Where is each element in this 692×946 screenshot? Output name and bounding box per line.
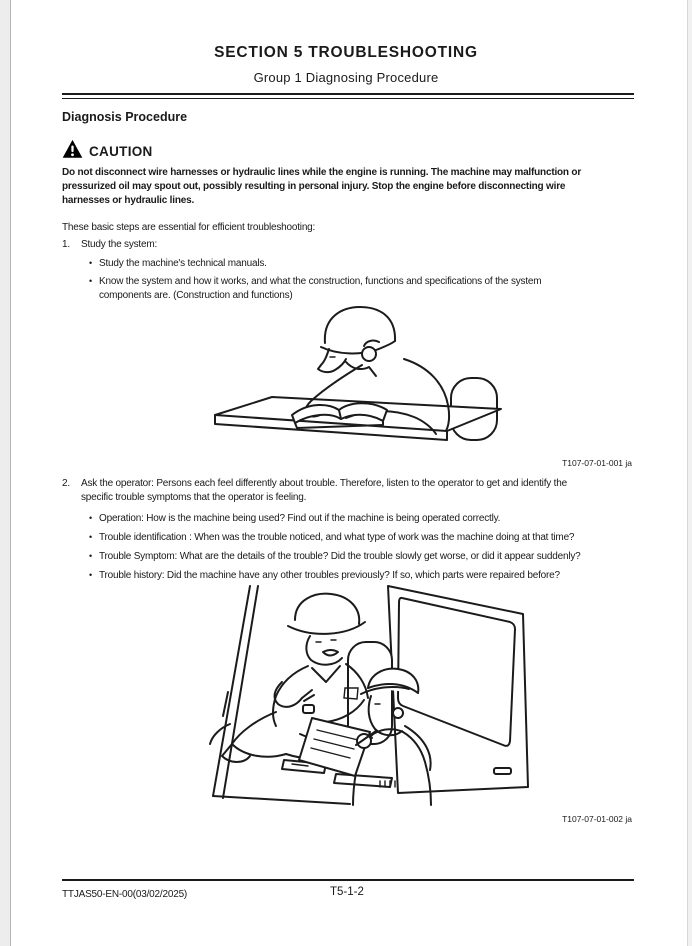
bullet-icon: • xyxy=(89,258,92,268)
bullet-icon: • xyxy=(89,551,92,561)
bullet-icon: • xyxy=(89,532,92,542)
bullet-text: Trouble history: Did the machine have any other troubles previously? If so, which parts were repaired before? xyxy=(99,570,560,581)
operator-interview-illustration xyxy=(200,584,530,806)
list-item xyxy=(89,256,267,271)
figure-caption: T107-07-01-002 ja xyxy=(562,814,632,824)
caution-triangle-icon xyxy=(62,139,83,164)
bullet-text: Know the system and how it works, and what the construction, functions and specifications of the system xyxy=(99,276,542,287)
section-title: SECTION 5 TROUBLESHOOTING xyxy=(214,44,478,61)
list-item xyxy=(89,274,541,303)
list-item xyxy=(89,511,500,526)
bullet-icon: • xyxy=(89,570,92,580)
caution-header xyxy=(62,139,153,164)
step-2 xyxy=(62,477,567,505)
footer-doc-code: TTJAS50-EN-00(03/02/2025) xyxy=(62,889,188,900)
caution-line: harnesses or hydraulic lines. xyxy=(62,195,195,206)
group-subtitle: Group 1 Diagnosing Procedure xyxy=(253,70,439,85)
bullet-icon: • xyxy=(89,513,92,523)
intro-text: These basic steps are essential for efficient troubleshooting: xyxy=(62,222,316,233)
bullet-icon: • xyxy=(89,276,92,286)
caution-text xyxy=(62,166,638,208)
diagnosis-procedure-heading: Diagnosis Procedure xyxy=(62,110,188,124)
step-number: 2. xyxy=(62,478,70,489)
step-1 xyxy=(62,238,157,252)
worker-reading-illustration xyxy=(208,302,508,456)
step-text: Ask the operator: Persons each feel differently about trouble. Therefore, listen to the operator to get and identify the xyxy=(81,478,567,489)
viewer-left-gutter xyxy=(0,0,11,946)
header-rule xyxy=(62,93,634,99)
bullet-text: Trouble identification : When was the trouble noticed, and what type of work was the machine doing at that time? xyxy=(99,532,575,543)
footer-rule xyxy=(62,879,634,881)
step-text-continued: specific trouble symptoms that the operator is feeling. xyxy=(81,492,307,503)
footer-page-number: T5-1-2 xyxy=(330,886,364,898)
list-item xyxy=(89,549,581,564)
step-number: 1. xyxy=(62,239,70,250)
step-text: Study the system: xyxy=(81,239,158,250)
list-item xyxy=(89,530,574,545)
bullet-text: Study the machine's technical manuals. xyxy=(99,258,267,269)
list-item xyxy=(89,568,560,583)
bullet-text-continued: components are. (Construction and functions) xyxy=(99,290,293,301)
caution-line: pressurized oil may spout out, possibly resulting in personal injury. Stop the engine before disconnecting wire xyxy=(62,181,566,192)
bullet-text: Operation: How is the machine being used? Find out if the machine is being operated correctly. xyxy=(99,513,501,524)
viewer-right-gutter xyxy=(687,0,692,946)
caution-label: CAUTION xyxy=(89,144,153,159)
figure-caption: T107-07-01-001 ja xyxy=(562,458,632,468)
caution-line: Do not disconnect wire harnesses or hydraulic lines while the engine is running. The machine may malfunction or xyxy=(62,167,582,178)
bullet-text: Trouble Symptom: What are the details of the trouble? Did the trouble slowly get worse, or did it appear suddenly? xyxy=(99,551,581,562)
